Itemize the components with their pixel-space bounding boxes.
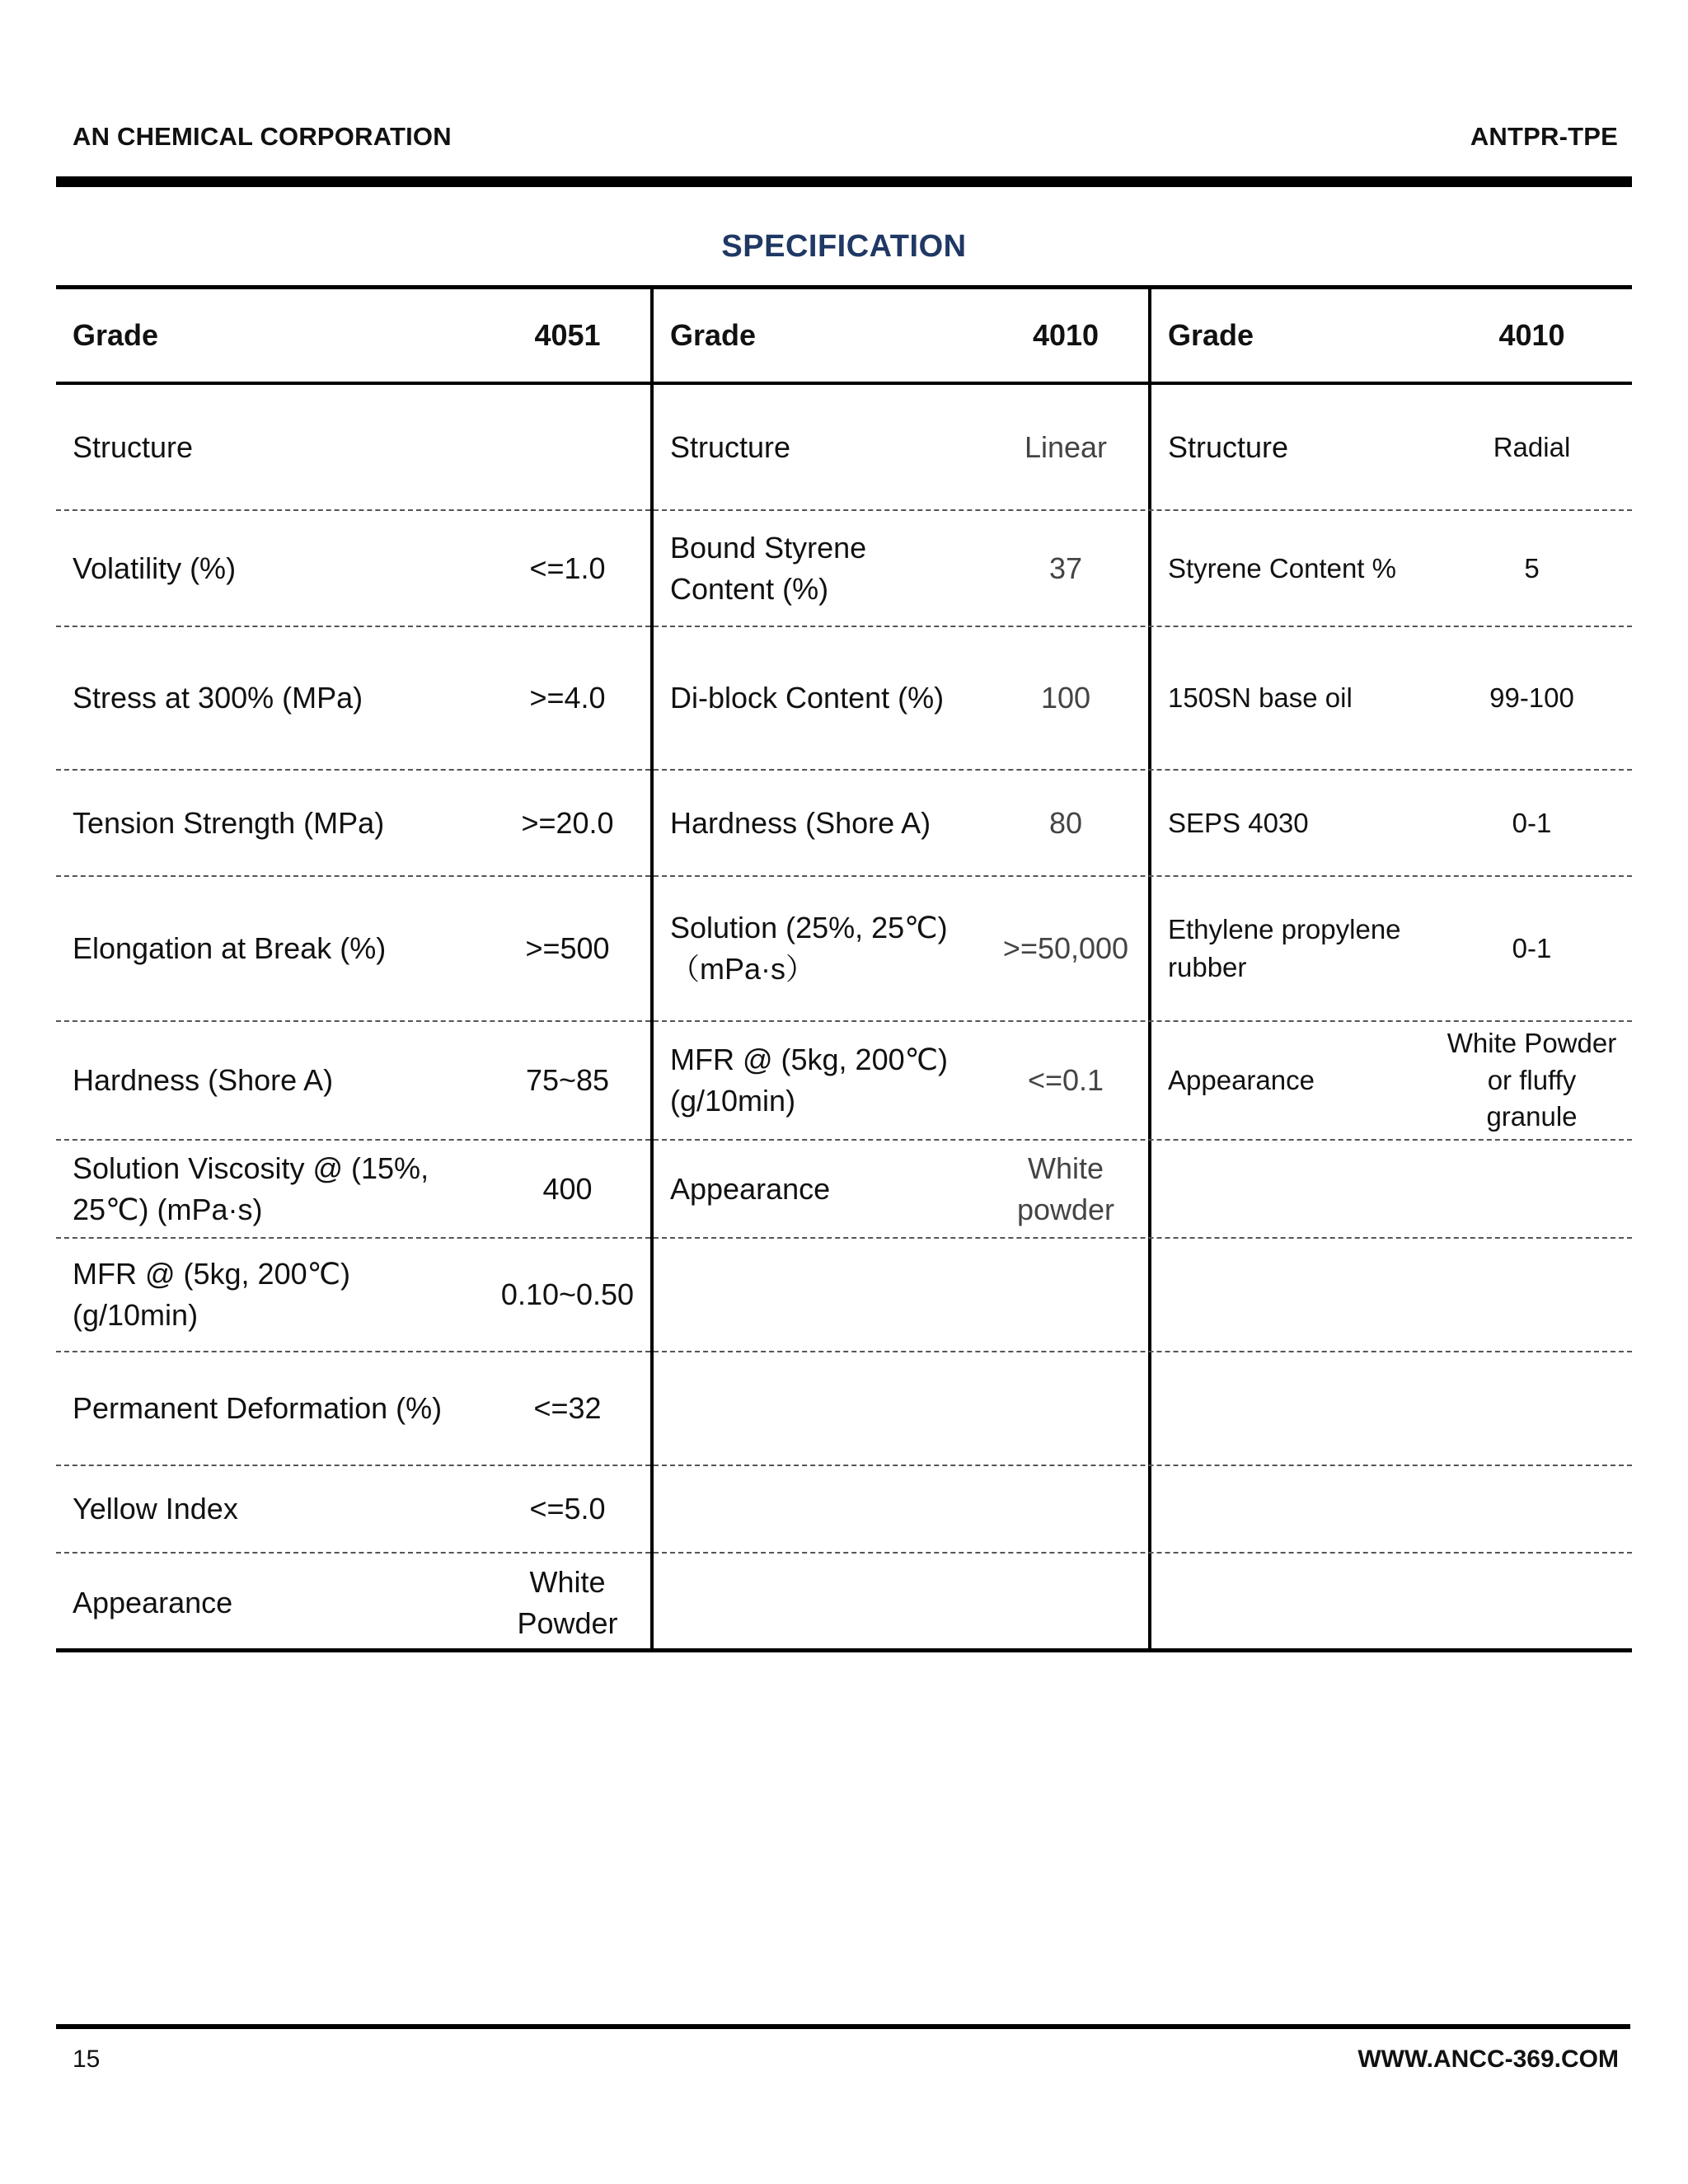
spec-value: 0-1	[1512, 933, 1552, 964]
spec-value: <=0.1	[1027, 1063, 1104, 1098]
spec-value: <=1.0	[529, 551, 606, 585]
spec-value: >=4.0	[529, 681, 606, 715]
grade-label: Grade	[73, 318, 159, 353]
spec-value: 99-100	[1489, 682, 1574, 714]
spec-label: Tension Strength (MPa)	[73, 805, 385, 840]
row-separator	[654, 1465, 1632, 1466]
row-separator	[654, 1351, 1632, 1352]
spec-value: White powder	[1016, 1151, 1115, 1226]
spec-label: Structure	[670, 429, 791, 464]
grade-label: Grade	[1168, 318, 1254, 353]
spec-label: Hardness (Shore A)	[670, 805, 931, 840]
spec-value: White Powder or fluffy granule	[1447, 1028, 1617, 1132]
spec-label: Structure	[73, 429, 194, 464]
spec-value: >=50,000	[1002, 931, 1129, 966]
spec-label: MFR @ (5kg, 200℃) (g/10min)	[73, 1257, 351, 1332]
spec-value: >=20.0	[521, 805, 614, 840]
spec-label: Ethylene propylene rubber	[1168, 914, 1401, 982]
page-number: 15	[73, 2046, 101, 2073]
grade-value: 4010	[1498, 318, 1565, 353]
spec-label: Structure	[1168, 429, 1289, 464]
spec-label: Elongation at Break (%)	[73, 931, 387, 966]
spec-label: Permanent Deformation (%)	[73, 1391, 443, 1426]
spec-label: Styrene Content %	[1168, 552, 1396, 583]
page-title: SPECIFICATION	[721, 229, 967, 264]
spec-value: 0-1	[1512, 807, 1552, 838]
spec-value: 5	[1524, 552, 1540, 583]
spec-label: Solution (25%, 25℃) （mPa·s）	[670, 911, 948, 986]
spec-value: 37	[1048, 551, 1083, 585]
spec-label: MFR @ (5kg, 200℃) (g/10min)	[670, 1043, 949, 1118]
spec-value: White Powder	[517, 1565, 618, 1640]
spec-value	[485, 385, 650, 509]
grade-label: Grade	[670, 318, 757, 353]
spec-value: Radial	[1493, 431, 1571, 462]
spec-label: Stress at 300% (MPa)	[73, 681, 363, 715]
spec-value: <=5.0	[529, 1492, 606, 1526]
spec-label: Appearance	[670, 1171, 831, 1206]
spec-value: 80	[1048, 805, 1083, 840]
row-separator	[654, 1237, 1632, 1239]
spec-label: Appearance	[1168, 1065, 1315, 1096]
spec-label: 150SN base oil	[1168, 682, 1353, 714]
spec-label: Volatility (%)	[73, 551, 237, 585]
spec-label: SEPS 4030	[1168, 807, 1309, 838]
footer-rule	[56, 2024, 1630, 2029]
spec-label: Appearance	[73, 1586, 233, 1620]
spec-value: 100	[1040, 681, 1091, 715]
spec-value: <=32	[533, 1391, 602, 1426]
spec-value: Linear	[1024, 429, 1108, 464]
spec-label: Yellow Index	[73, 1492, 238, 1526]
company-name: AN CHEMICAL CORPORATION	[73, 122, 452, 151]
document-code: ANTPR-TPE	[1470, 122, 1618, 151]
spec-label: Di-block Content (%)	[670, 681, 945, 715]
grade-value: 4051	[534, 318, 601, 353]
specification-table	[56, 285, 1632, 1652]
header-rule	[56, 176, 1632, 187]
spec-label: Bound Styrene Content (%)	[670, 530, 867, 606]
spec-value: 400	[542, 1171, 593, 1206]
spec-value: 75~85	[525, 1063, 610, 1098]
spec-label: Solution Viscosity @ (15%, 25℃) (mPa·s)	[73, 1151, 429, 1226]
row-separator	[654, 1552, 1632, 1554]
grade-value: 4010	[1032, 318, 1100, 353]
spec-label: Hardness (Shore A)	[73, 1063, 334, 1098]
spec-value: >=500	[525, 931, 610, 966]
spec-value: 0.10~0.50	[500, 1277, 635, 1312]
website-url: WWW.ANCC-369.COM	[1357, 2046, 1619, 2073]
